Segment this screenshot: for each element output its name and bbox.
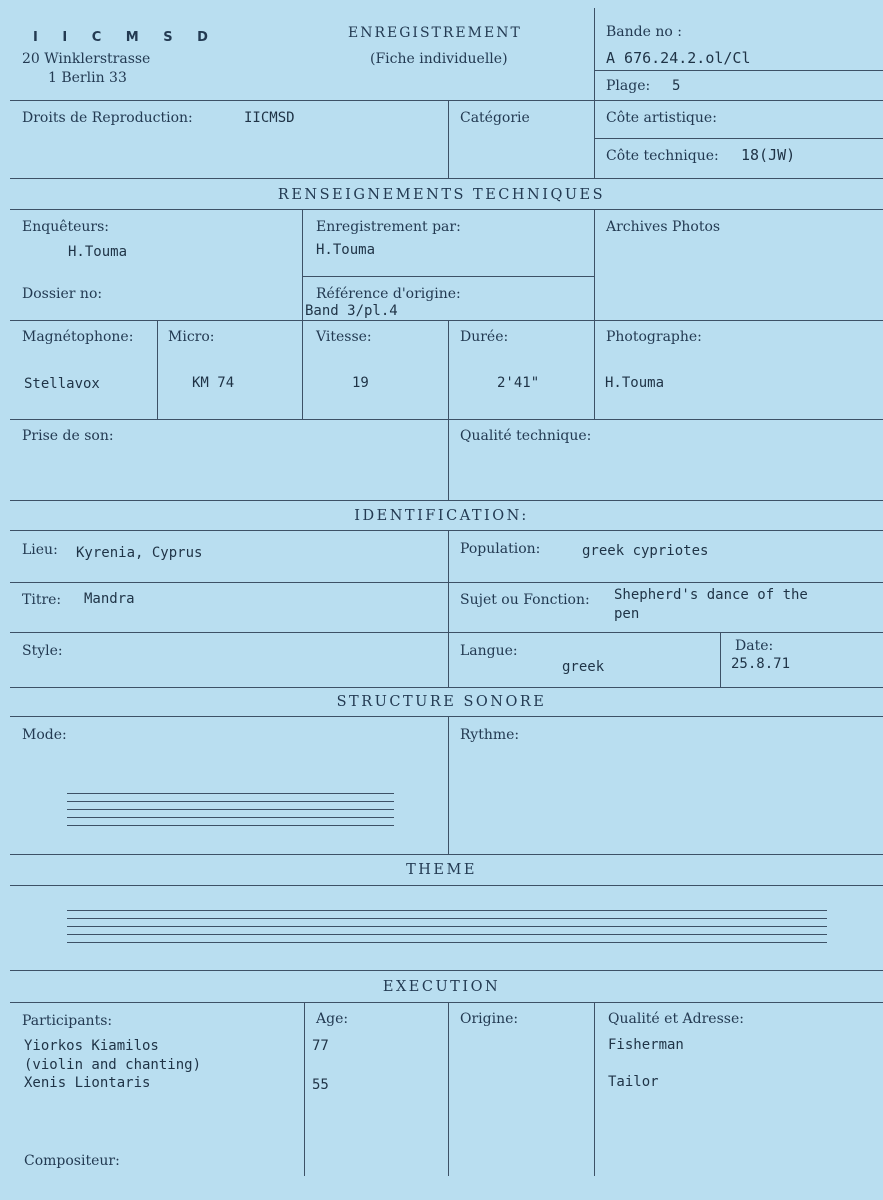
qualite-adresse-label: Qualité et Adresse: [608,1011,744,1027]
rule [720,632,721,687]
date-label: Date: [735,638,774,654]
enqueteurs-value: H.Touma [68,244,128,260]
population-value: greek cypriotes [582,543,709,559]
rule [10,687,883,688]
droits-value: IICMSD [244,110,295,126]
rule [10,1002,883,1003]
date-value: 25.8.71 [731,656,791,672]
section-structure-title: STRUCTURE SONORE [336,694,547,710]
rule [448,1002,449,1176]
form-subtitle: (Fiche individuelle) [370,51,508,67]
dossier-label: Dossier no: [22,286,103,302]
bande-label: Bande no : [606,24,682,40]
section-identification-title: IDENTIFICATION: [354,508,529,524]
rule [594,70,883,71]
section-technical-title: RENSEIGNEMENTS TECHNIQUES [277,187,606,203]
duree-value: 2'41" [497,375,540,391]
rule [448,530,449,582]
cote-technique-value: 18(JW) [741,146,796,164]
langue-label: Langue: [460,643,518,659]
plage-label: Plage: [606,78,651,94]
rule [304,1002,305,1176]
rule [10,100,883,101]
age-label: Age: [316,1011,349,1027]
rule [10,582,883,583]
photographe-label: Photographe: [606,329,702,345]
lieu-label: Lieu: [22,542,58,558]
archives-photos-label: Archives Photos [606,219,721,235]
rule [10,500,883,501]
langue-value: greek [562,659,605,675]
org-address-line1: 20 Winklerstrasse [22,51,151,67]
rule [10,320,883,321]
rule [448,716,449,854]
section-execution-title: EXECUTION [382,979,501,995]
reference-label: Référence d'origine: [316,286,461,302]
rule [10,632,883,633]
rule [302,320,303,419]
population-label: Population: [460,541,541,557]
style-label: Style: [22,643,63,659]
rule [594,209,595,320]
participant-age: 77 [312,1038,329,1054]
rule [302,276,594,277]
sujet-value-line2: pen [614,606,640,622]
participant-age: 55 [312,1077,329,1093]
header-divider [594,8,595,100]
rule [10,530,883,531]
rule [448,419,449,500]
vitesse-label: Vitesse: [316,329,372,345]
rule [10,178,883,179]
prise-de-son-label: Prise de son: [22,428,114,444]
magnetophone-value: Stellavox [24,376,100,392]
rule [157,320,158,419]
participant-qualite: Tailor [608,1074,659,1090]
cote-technique-label: Côte technique: [606,148,719,164]
rule [10,716,883,717]
rule [10,209,883,210]
sujet-value-line1: Shepherd's dance of the [614,587,808,603]
participants-label: Participants: [22,1013,113,1029]
qualite-technique-label: Qualité technique: [460,428,592,444]
titre-label: Titre: [22,592,62,608]
vitesse-value: 19 [352,375,369,391]
participant-name: Yiorkos Kiamilos [24,1038,159,1054]
enqueteurs-label: Enquêteurs: [22,219,110,235]
participant-note: (violin and chanting) [24,1057,202,1073]
rule [10,885,883,886]
enregistrement-par-value: H.Touma [316,242,376,258]
bande-value: A 676.24.2.ol/Cl [606,49,751,67]
categorie-label: Catégorie [460,110,530,126]
rule [10,970,883,971]
participant-name: Xenis Liontaris [24,1075,151,1091]
rule [594,320,595,419]
rule [10,419,883,420]
rule [448,320,449,419]
duree-label: Durée: [460,329,509,345]
sujet-label: Sujet ou Fonction: [460,592,590,608]
participant-qualite: Fisherman [608,1037,684,1053]
compositeur-label: Compositeur: [24,1153,120,1169]
org-name: I I C M S D [33,30,218,45]
micro-value: KM 74 [192,375,235,391]
rule [448,582,449,632]
rule [448,632,449,687]
rule [594,100,595,178]
cote-artistique-label: Côte artistique: [606,110,717,126]
form-title: ENREGISTREMENT [348,25,522,41]
org-address-line2: 1 Berlin 33 [48,70,127,86]
magnetophone-label: Magnétophone: [22,329,134,345]
rule [302,209,303,320]
mode-label: Mode: [22,727,67,743]
micro-label: Micro: [168,329,215,345]
rule [448,100,449,178]
enregistrement-par-label: Enregistrement par: [316,219,461,235]
lieu-value: Kyrenia, Cyprus [76,545,203,561]
rule [594,1002,595,1176]
rule [594,138,883,139]
section-theme-title: THEME [406,862,477,878]
titre-value: Mandra [84,591,135,607]
plage-value: 5 [672,78,681,94]
rythme-label: Rythme: [460,727,520,743]
rule [10,854,883,855]
photographe-value: H.Touma [605,375,665,391]
droits-label: Droits de Reproduction: [22,110,193,126]
origine-label: Origine: [460,1011,519,1027]
reference-value: Band 3/pl.4 [305,303,398,319]
